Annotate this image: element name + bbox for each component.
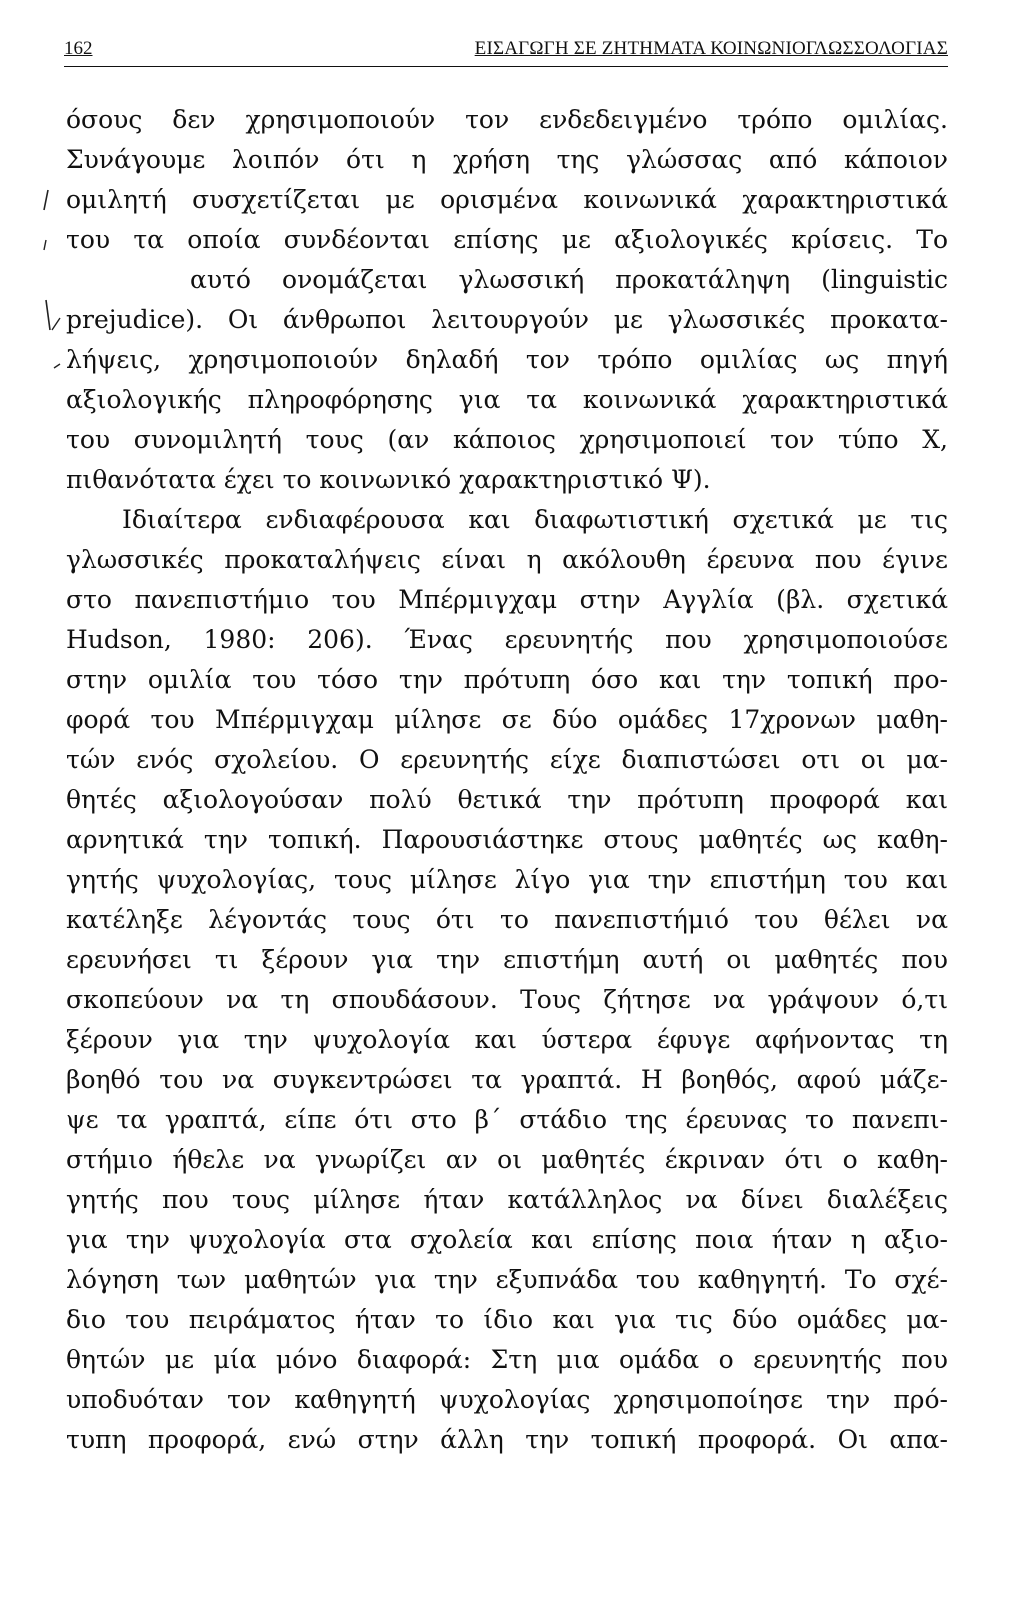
text-line: ξέρουν για την ψυχολογία και ύστερα έφυγε αφήνοντας τη — [66, 1025, 948, 1054]
text-line: υποδυόταν τον καθηγητή ψυχολογίας χρησιμοποίησε την πρό- — [66, 1385, 948, 1414]
text-line: αρνητικά την τοπική. Παρουσιάστηκε στους μαθητές ως καθη- — [66, 825, 948, 854]
text-line: για την ψυχολογία στα σχολεία και επίσης ποια ήταν η αξιο- — [66, 1225, 948, 1254]
text-line: βοηθό του να συγκεντρώσει τα γραπτά. Η βοηθός, αφού μάζε- — [66, 1065, 948, 1094]
text-line: λόγηση των μαθητών για την εξυπνάδα του καθηγητή. Το σχέ- — [66, 1265, 948, 1294]
text-line: ομιλητή συσχετίζεται με ορισμένα κοινωνικά χαρακτηριστικά — [66, 185, 948, 214]
text-line: του συνομιλητή τους (αν κάποιος χρησιμοποιεί τον τύπο Χ, — [66, 425, 948, 454]
text-line: τυπη προφορά, ενώ στην άλλη την τοπική προφορά. Οι απα- — [66, 1425, 948, 1454]
text-line: Συνάγουμε λοιπόν ότι η χρήση της γλώσσας από κάποιον — [66, 145, 948, 174]
text-line: λήψεις, χρησιμοποιούν δηλαδή τον τρόπο ομιλίας ως πηγή — [66, 345, 948, 374]
text-line: κατέληξε λέγοντάς τους ότι το πανεπιστήμιό του θέλει να — [66, 905, 948, 934]
page-number: 162 — [64, 38, 93, 59]
text-line: διο του πειράματος ήταν το ίδιο και για τις δύο ομάδες μα- — [66, 1305, 948, 1334]
text-line: θητές αξιολογούσαν πολύ θετικά την πρότυπη προφορά και — [66, 785, 948, 814]
text-line: ψε τα γραπτά, είπε ότι στο β΄ στάδιο της έρευνας το πανεπι- — [66, 1105, 948, 1134]
text-line: αυτό ονομάζεται γλωσσική προκατάληψη (linguistic — [190, 265, 948, 294]
text-line: όσους δεν χρησιμοποιούν τον ενδεδειγμένο τρόπο ομιλίας. — [66, 105, 948, 134]
text-line: ερευνήσει τι ξέρουν για την επιστήμη αυτή οι μαθητές που — [66, 945, 948, 974]
text-line: στην ομιλία του τόσο την πρότυπη όσο και την τοπική προ- — [66, 665, 948, 694]
text-line: φορά του Μπέρμιγχαμ μίλησε σε δύο ομάδες 17χρονων μαθη- — [66, 705, 948, 734]
text-line: Ιδιαίτερα ενδιαφέρουσα και διαφωτιστική σχετικά με τις — [122, 505, 948, 534]
text-line: τών ενός σχολείου. Ο ερευνητής είχε διαπιστώσει οτι οι μα- — [66, 745, 948, 774]
text-line: γητής που τους μίλησε ήταν κατάλληλος να δίνει διαλέξεις — [66, 1185, 948, 1214]
text-line: γλωσσικές προκαταλήψεις είναι η ακόλουθη έρευνα που έγινε — [66, 545, 948, 574]
text-line: στήμιο ήθελε να γνωρίζει αν οι μαθητές έκριναν ότι ο καθη- — [66, 1145, 948, 1174]
text-line: σκοπεύουν να τη σπουδάσουν. Τους ζήτησε να γράψουν ό,τι — [66, 985, 948, 1014]
text-line: γητής ψυχολογίας, τους μίλησε λίγο για την επιστήμη του και — [66, 865, 948, 894]
running-title: ΕΙΣΑΓΩΓΗ ΣΕ ΖΗΤΗΜΑΤΑ ΚΟΙΝΩΝΙΟΓΛΩΣΣΟΛΟΓΙΑΣ — [474, 38, 948, 59]
text-line: στο πανεπιστήμιο του Μπέρμιγχαμ στην Αγγλία (βλ. σχετικά — [66, 585, 948, 614]
text-line: θητών με μία μόνο διαφορά: Στη μια ομάδα ο ερευνητής που — [66, 1345, 948, 1374]
text-line: prejudice). Οι άνθρωποι λειτουργούν με γλωσσικές προκατα- — [66, 305, 948, 334]
text-line: Hudson, 1980: 206). Ένας ερευνητής που χρησιμοποιούσε — [66, 625, 948, 654]
text-line: πιθανότατα έχει το κοινωνικό χαρακτηριστικό Ψ). — [66, 465, 711, 494]
text-line: αξιολογικής πληροφόρησης για τα κοινωνικά χαρακτηριστικά — [66, 385, 948, 414]
text-line: του τα οποία συνδέονται επίσης με αξιολογικές κρίσεις. Το — [66, 225, 948, 254]
